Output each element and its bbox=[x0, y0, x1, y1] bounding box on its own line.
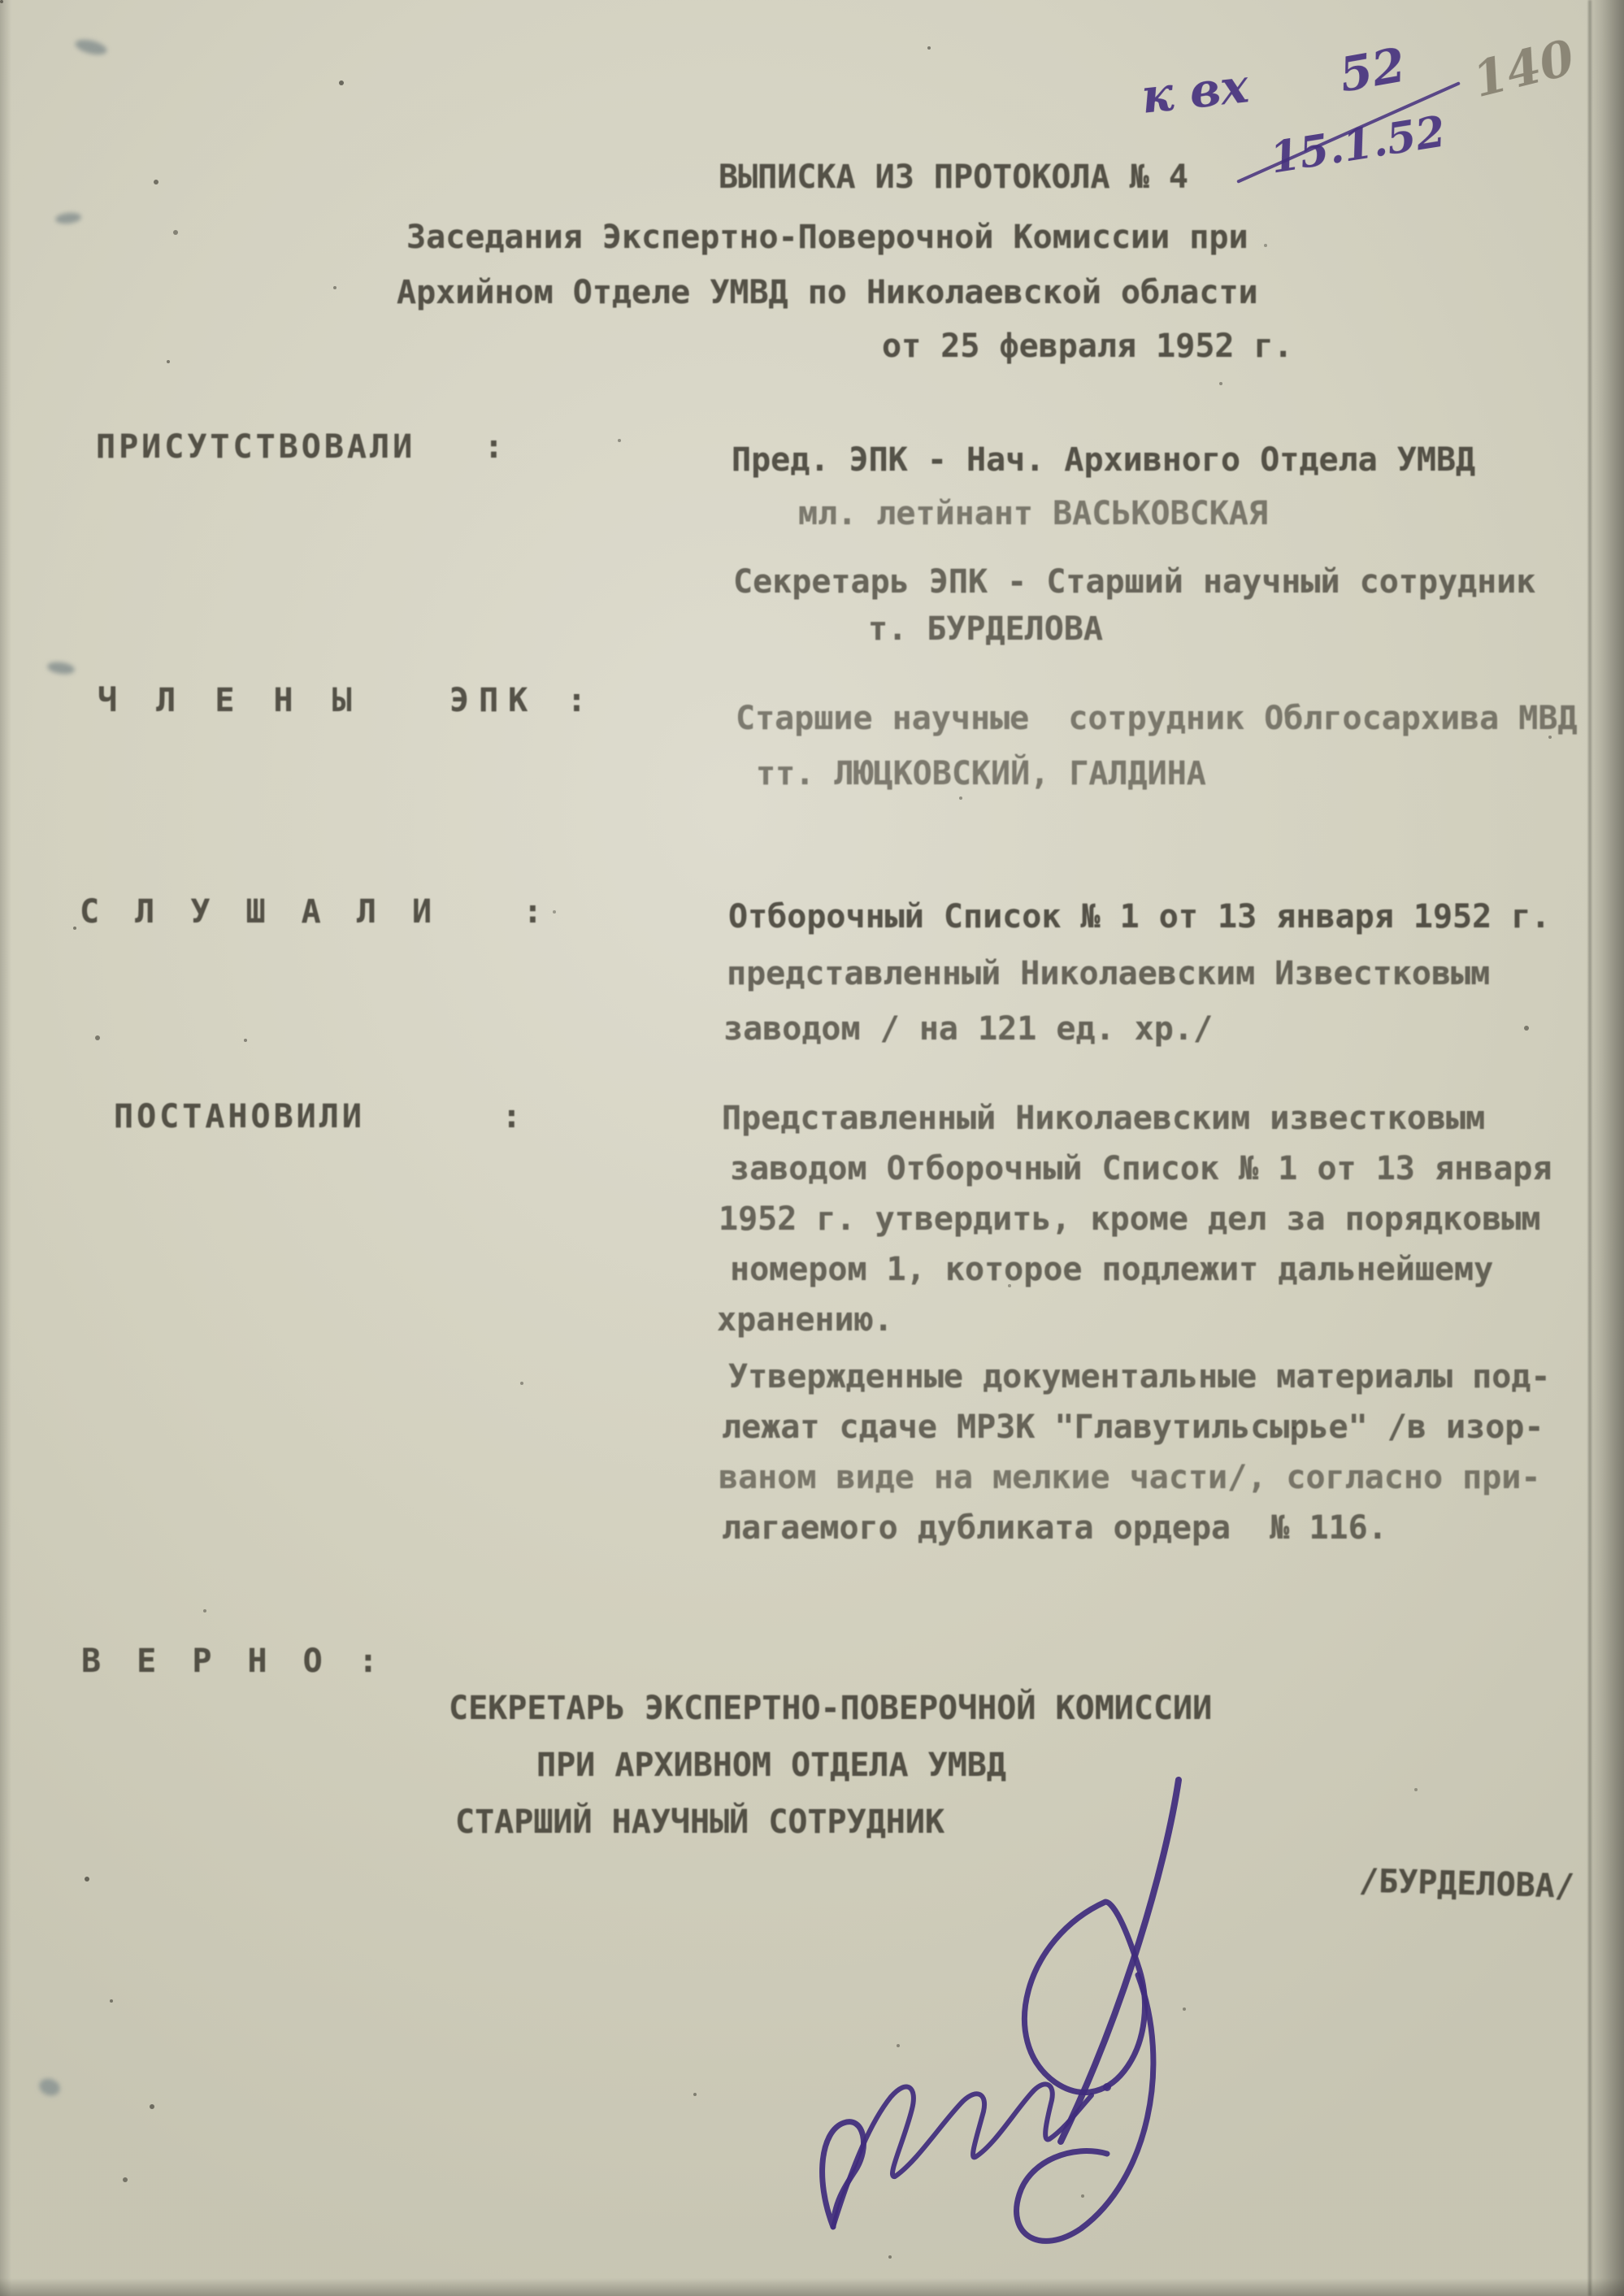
punch-smudge-4 bbox=[37, 2076, 62, 2099]
heard-line-2: представленный Николаевским Известковым bbox=[727, 955, 1491, 992]
pencil-page-number: 140 bbox=[1467, 28, 1580, 110]
resolved-p2-line-3: ваном виде на мелкие части/, согласно при- bbox=[719, 1459, 1541, 1496]
section-attendees-label: ПРИСУТСТВОВАЛИ : bbox=[96, 428, 507, 466]
punch-smudge-1 bbox=[74, 37, 109, 57]
resolved-p1-line-1: Представленный Николаевским известковым bbox=[722, 1100, 1486, 1137]
section-heard-label: С Л У Ш А Л И : bbox=[80, 893, 551, 931]
certification-line-2: ПРИ АРХИВНОМ ОТДЕЛА УМВД bbox=[536, 1747, 1006, 1784]
resolved-p1-line-3: 1952 г. утвердить, кроме дел за порядковым bbox=[719, 1200, 1541, 1238]
paper-edge-left bbox=[0, 0, 11, 2296]
heard-line-1: Отборочный Список № 1 от 13 января 1952 г. bbox=[728, 898, 1551, 935]
attendees-line-1: Пред. ЭПК - Нач. Архивного Отдела УМВД bbox=[732, 441, 1476, 479]
ink-note-date: 15.1.52 bbox=[1266, 106, 1449, 184]
paper-edge-bottom bbox=[0, 2278, 1624, 2296]
page-title: ВЫПИСКА ИЗ ПРОТОКОЛА № 4 bbox=[719, 158, 1188, 196]
resolved-p2-line-1: Утвержденные документальные материалы под- bbox=[728, 1358, 1551, 1395]
heard-line-3: заводом / на 121 ед. хр./ bbox=[723, 1010, 1214, 1048]
members-line-2: тт. ЛЮЦКОВСКИЙ, ГАЛДИНА bbox=[756, 755, 1206, 792]
punch-smudge-3 bbox=[46, 661, 76, 676]
resolved-p1-line-4: номером 1, которое подлежит дальнейшему bbox=[730, 1251, 1494, 1288]
subtitle-line-2: Архийном Отделе УМВД по Николаевской области bbox=[397, 274, 1258, 311]
signature-ink bbox=[756, 1772, 1292, 2276]
ink-note-number: 52 bbox=[1335, 37, 1410, 103]
attendees-line-4: т. БУРДЕЛОВА bbox=[868, 610, 1103, 648]
signature-name: /БУРДЕЛОВА/ bbox=[1358, 1862, 1575, 1906]
resolved-p2-line-4: лагаемого дубликата ордера № 116. bbox=[722, 1509, 1387, 1547]
section-members-label: Ч Л Е Н Ы ЭПК : bbox=[98, 682, 597, 719]
attendees-line-3: Секретарь ЭПК - Старший научный сотрудник bbox=[733, 563, 1536, 601]
members-line-1: Старшие научные сотрудник Облгосархива МВД bbox=[736, 700, 1578, 737]
punch-smudge-2 bbox=[54, 211, 81, 224]
section-resolved-label: ПОСТАНОВИЛИ : bbox=[114, 1098, 525, 1135]
subtitle-line-1: Заседания Экспертно-Поверочной Комиссии при bbox=[406, 219, 1248, 256]
attendees-line-2: мл. летйнант ВАСЬКОВСКАЯ bbox=[798, 495, 1268, 532]
paper-edge-right bbox=[1587, 0, 1624, 2296]
certification-line-1: СЕКРЕТАРЬ ЭКСПЕРТНО-ПОВЕРОЧНОЙ КОМИССИИ bbox=[449, 1690, 1213, 1727]
resolved-p2-line-2: лежат сдаче МРЗК "Главутильсырье" /в изор- bbox=[722, 1408, 1544, 1446]
certification-line-3: СТАРШИЙ НАУЧНЫЙ СОТРУДНИК bbox=[455, 1803, 945, 1841]
ink-note-prefix: к вх bbox=[1138, 58, 1252, 124]
resolved-p1-line-5: хранению. bbox=[717, 1301, 893, 1339]
resolved-p1-line-2: заводом Отборочный Список № 1 от 13 января bbox=[730, 1150, 1552, 1187]
certified-label: В Е Р Н О : bbox=[81, 1643, 386, 1680]
subtitle-line-3: от 25 февраля 1952 г. bbox=[882, 328, 1293, 365]
